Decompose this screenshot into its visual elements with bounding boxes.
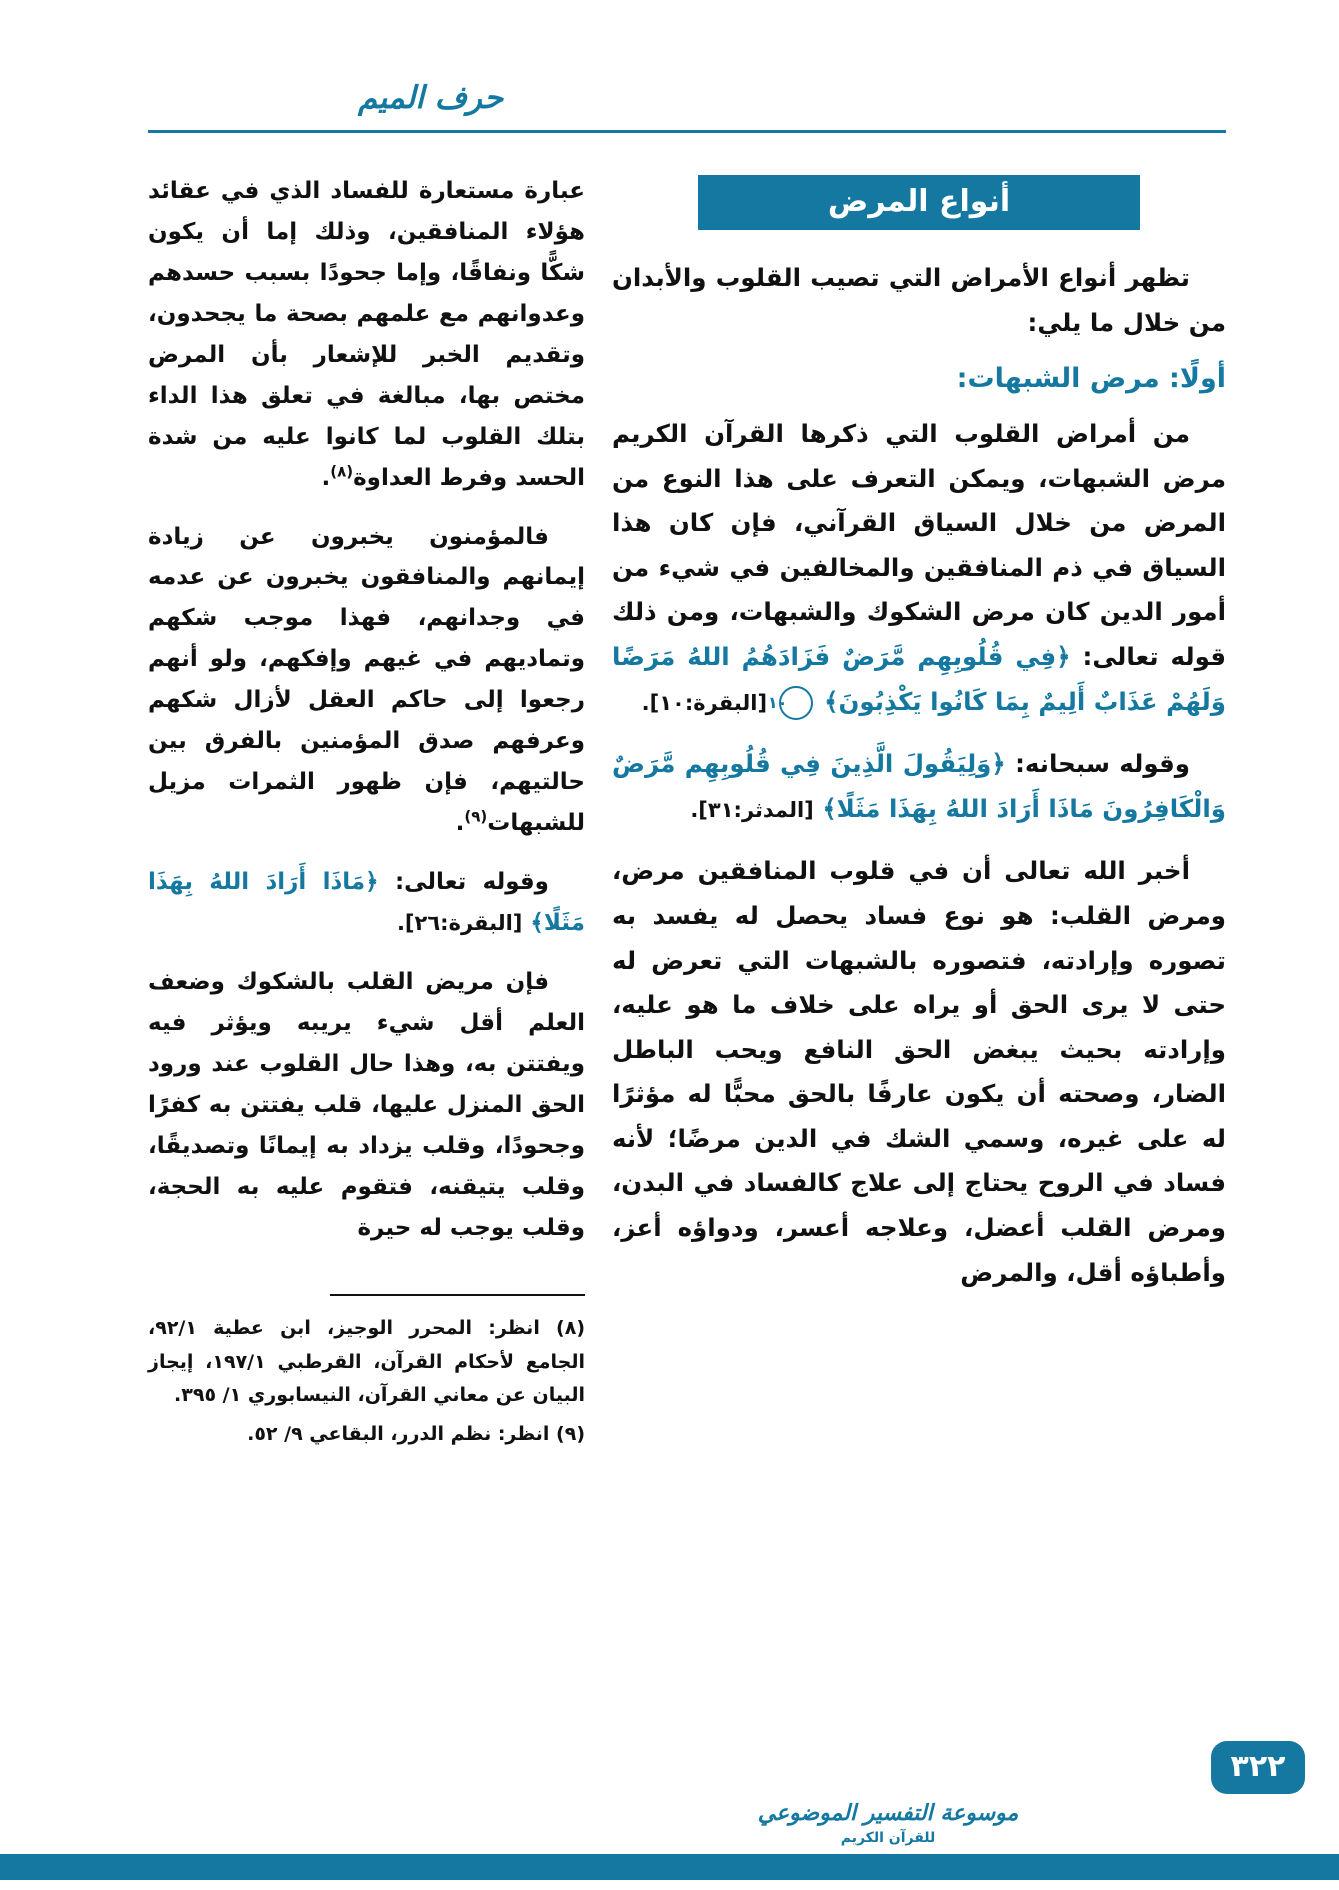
quran-verse: ﴿وَلِيَقُولَ الَّذِينَ فِي قُلُوبِهِم مَّرَضٌ وَالْكَافِرُونَ مَاذَا أَرَادَ اللهُ بِهَذَا مَثَلًا﴾ (612, 749, 1226, 823)
subsection-heading: أولًا: مرض الشبهات: (956, 363, 1226, 395)
paragraph: أخبر الله تعالى أن في قلوب المنافقين مرض، ومرض القلب: هو نوع فساد يحصل له يفسد به تصوره وإرادته، فتصوره بالشبهات التي تعرض له حتى لا يرى الحق أو يراه على خلاف ما هو عليه، وإرادته بحيث يبغض الحق النافع ويحب الباطل الضار، وصحته أن يكون عارفًا بالحق محبًّا له مؤثرًا له على غيره، وسمي الشك في الدين مرضًا؛ لأنه فساد في الروح يحتاج إلى علاج كالفساد في البدن، ومرض القلب أعضل، وعلاجه أعسر، ودواؤه أعز، وأطباؤه أقل، والمرض (612, 856, 1226, 1287)
paragraph-text: فالمؤمنون يخبرون عن زيادة إيمانهم والمنافقون يخبرون عن عدمه في وجدانهم، فهذا موجب شكهم وتماديهم في غيهم وإفكهم، ولو أنهم رجعوا إلى حاكم العقل لأزال شكهم وعرفهم صدق المؤمنين بالفرق بين حالتيهم، فإن ظهور الثمرات مزيل للشبهات (148, 523, 585, 837)
paragraph-text: وقوله سبحانه: (1015, 749, 1190, 779)
paragraph: فإن مريض القلب بالشكوك وضعف العلم أقل شيء يريبه ويؤثر فيه ويفتتن به، وهذا حال القلوب عند ورود الحق المنزل عليها، قلب يفتتن به كفرًا وجحودًا، وقلب يزداد به إيمانًا وتصديقًا، وقلب يتيقنه، فتقوم عليه به الحجة، وقلب يوجب له حيرة (148, 968, 585, 1241)
footer-bar (0, 1854, 1339, 1880)
quran-verse: ﴿فِي قُلُوبِهِم مَّرَضٌ فَزَادَهُمُ اللهُ مَرَضًا وَلَهُمْ عَذَابٌ أَلِيمٌ بِمَا كَانُوا يَكْذِبُونَ﴾ (612, 642, 1226, 716)
period: . (321, 464, 331, 491)
ayah-number-ornament: ١٠ (779, 686, 813, 720)
paragraph (148, 517, 585, 845)
footnote: (٩) انظر: نظم الدرر، البقاعي ٩/ ٥٢. (247, 1423, 585, 1446)
paragraph-text: من أمراض القلوب التي ذكرها القرآن الكريم مرض الشبهات، ويمكن التعرف على هذا النوع من المرض من خلال السياق القرآني، فإن كان هذا السياق في ذم المنافقين والمخالفين في شيء من أمور الدين كان مرض الشكوك والشبهات، ومن ذلك قوله تعالى: (612, 419, 1226, 672)
period: . (455, 810, 465, 837)
paragraph (148, 862, 585, 944)
intro-paragraph: تظهر أنواع الأمراض التي تصيب القلوب والأبدان من خلال ما يلي: (612, 263, 1226, 337)
footnote-divider (330, 1294, 585, 1296)
section-title: أنواع المرض (827, 184, 1011, 219)
paragraph-text: عبارة مستعارة للفساد الذي في عقائد هؤلاء المنافقين، وذلك إما أن يكون شكًّا ونفاقًا، وإما جحودًا بسبب حسدهم وعدوانهم مع علمهم بصحة ما يجحدون، وتقديم الخبر للإشعار بأن المرض مختص بها، مبالغة في تعلق هذا الداء بتلك القلوب لما كانوا عليه من شدة الحسد وفرط العداوة (148, 178, 585, 491)
paragraph (612, 742, 1226, 831)
secondary-column (148, 171, 585, 1457)
page-footer (0, 1730, 1339, 1890)
verse-reference: [البقرة:٢٦]. (396, 910, 523, 935)
footnote-marker: (٨) (330, 461, 354, 480)
paragraph (148, 171, 585, 499)
footnotes-block (148, 1294, 585, 1451)
logo-title: موسوعة التفسير الموضوعي (757, 1801, 1019, 1826)
footnote: (٨) انظر: المحرر الوجيز، ابن عطية ٩٢/١، الجامع لأحكام القرآن، القرطبي ١٩٧/١، إيجاز البيان عن معاني القرآن، النيسابوري ١/ ٣٩٥. (148, 1317, 585, 1406)
verse-reference: [المدثر:٣١]. (690, 797, 814, 822)
paragraph-text: وقوله تعالى: (394, 869, 549, 895)
verse-reference: [البقرة:١٠]. (641, 690, 768, 715)
section-title-banner (698, 175, 1140, 230)
quran-verse: ﴿مَاذَا أَرَادَ اللهُ بِهَذَا مَثَلًا﴾ (148, 869, 585, 936)
main-column (612, 171, 1226, 1313)
logo-subtitle: للقرآن الكريم (840, 1830, 936, 1846)
paragraph (612, 412, 1226, 724)
page-content (0, 133, 1339, 1457)
publisher-logo (728, 1801, 1048, 1846)
page-header (0, 0, 1339, 133)
page-number-badge: ٣٢٢ (1211, 1741, 1305, 1794)
chapter-heading: حرف الميم (358, 80, 504, 116)
footnote-marker: (٩) (464, 807, 488, 826)
